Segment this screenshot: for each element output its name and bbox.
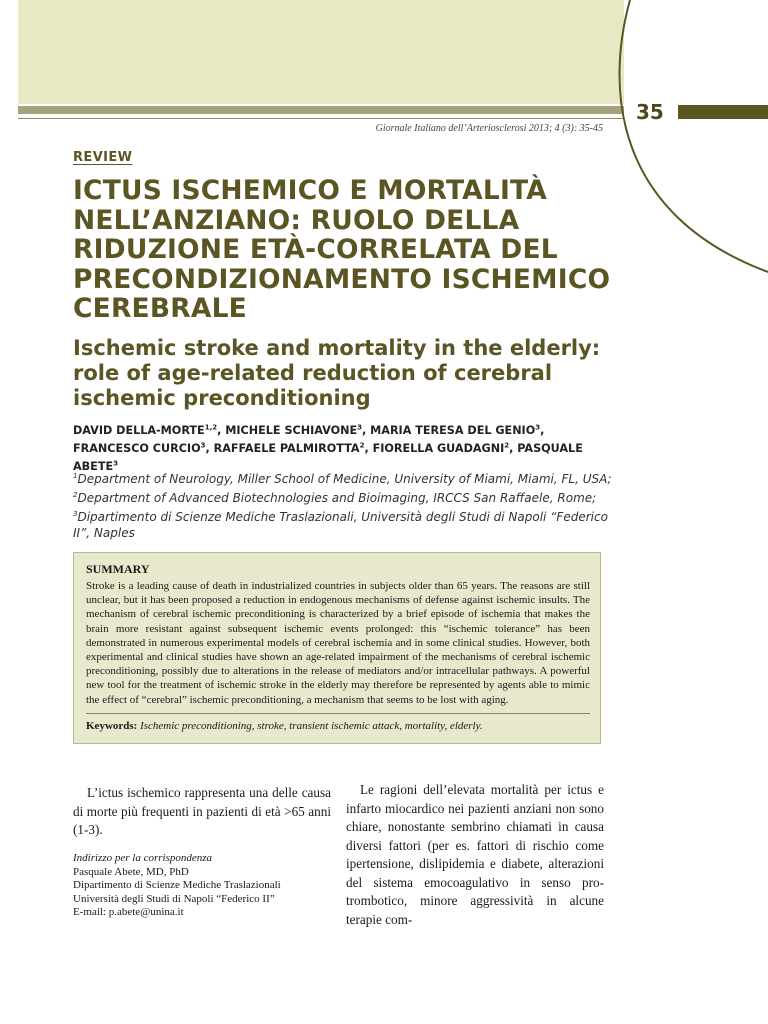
article-title-english: Ischemic stroke and mortality in the elderly: role of age-related reduction of cerebral ischemic preconditioning: [73, 336, 601, 410]
author: FRANCESCO CURCIO$^3$,: [73, 441, 214, 455]
affiliation: $^2$Department of Advanced Biotechnologies and Bioimaging, IRCCS San Raffaele, Rome;: [73, 491, 597, 505]
keywords: [86, 720, 590, 732]
author: PASQUALE ABETE$^3$: [73, 441, 583, 474]
body-text-left: L’ictus ischemico rappresenta una delle causa di morte più frequenti in pazienti di età >65 anni (1-3).: [73, 785, 331, 837]
author: MICHELE SCHIAVONE$^3$,: [225, 423, 371, 437]
correspondence-label: Indirizzo per la corrispondenza: [73, 852, 213, 864]
correspondence-block: [73, 852, 343, 920]
summary-text: Stroke is a leading cause of death in industrialized countries in subjects older than 65 years. The reasons are still unclear, but it has been proposed a reduction in endogenous mechanisms of defense against ischemic insults. The mechanism of cerebral ischemic preconditioning is characterized by a brief episode of ischemia that makes the brain more resistant against subsequent ischemic events prolonged: this “ischemic tolerance” has been demonstrated in numerous experimental models of cerebral ischemia and in some clinical studies. However, both experimental and clinical studies have shown an age-related impairment of the mechanisms of cerebral ischemic preconditioning, possibly due to alterations in the release of mediators and/or intracellular pathways. A powerful new tool for the treatment of ischemic stroke in the elderly may therefore be represented by agents able to mimic the effect of “cerebral” ischemic preconditioning, a mechanism that seems to be lost with aging.: [86, 580, 590, 706]
summary-divider: [86, 713, 590, 714]
summary-box: [73, 552, 601, 744]
header-rule: [18, 106, 624, 114]
correspondence-line: Pasquale Abete, MD, PhD: [73, 865, 189, 878]
correspondence-line: Dipartimento di Scienze Mediche Traslazionali: [73, 879, 281, 891]
page-number: 35: [636, 100, 664, 124]
section-label: REVIEW: [73, 150, 133, 165]
author: DAVID DELLA-MORTE$^{1,2}$,: [73, 423, 226, 437]
article-title-italian: ICTUS ISCHEMICO E MORTALITÀ NELL’ANZIANO: RUOLO DELLA RIDUZIONE ETÀ-CORRELATA DEL PRECONDIZIONAMENTO ISCHEMICO CEREBRALE: [73, 175, 611, 324]
body-text-right: Le ragioni dell’elevata mortalità per ictus e infarto miocardico nei pazienti anziani non sono chiare, nonostante sembrino chiamati in causa diversi fattori (per es. fattori di rischio come ipertensione, dislipidemia e diabete, alterazioni del sistema emocoagulativo in senso pro-trombotico, minore aggressività in alcune terapie com-: [346, 782, 604, 927]
header-accent-bar: [678, 105, 768, 119]
author: RAFFAELE PALMIROTTA$^2$,: [213, 441, 373, 455]
keywords-label: Keywords:: [86, 719, 138, 732]
journal-citation: Giornale Italiano dell’Arteriosclerosi 2013; 4 (3): 35-45: [375, 123, 603, 134]
summary-heading: SUMMARY: [86, 562, 150, 576]
affiliations: [73, 468, 613, 541]
affiliation: $^3$Dipartimento di Scienze Mediche Traslazionali, Università degli Studi di Napoli “Federico II”, Naples: [73, 510, 608, 540]
affiliation: $^1$Department of Neurology, Miller School of Medicine, University of Miami, Miami, FL, USA;: [73, 472, 612, 486]
header-rule-thin: [18, 118, 624, 119]
correspondence-line: Università degli Studi di Napoli “Federico II”: [73, 892, 275, 905]
author: FIORELLA GUADAGNI$^2$,: [372, 441, 514, 455]
keywords-text: Ischemic preconditioning, stroke, transient ischemic attack, mortality, elderly.: [140, 719, 483, 732]
author: MARIA TERESA DEL GENIO$^3$,: [370, 423, 545, 437]
header-band: [18, 0, 624, 104]
correspondence-email[interactable]: E-mail: p.abete@unina.it: [73, 906, 184, 918]
author-list: [73, 420, 613, 475]
